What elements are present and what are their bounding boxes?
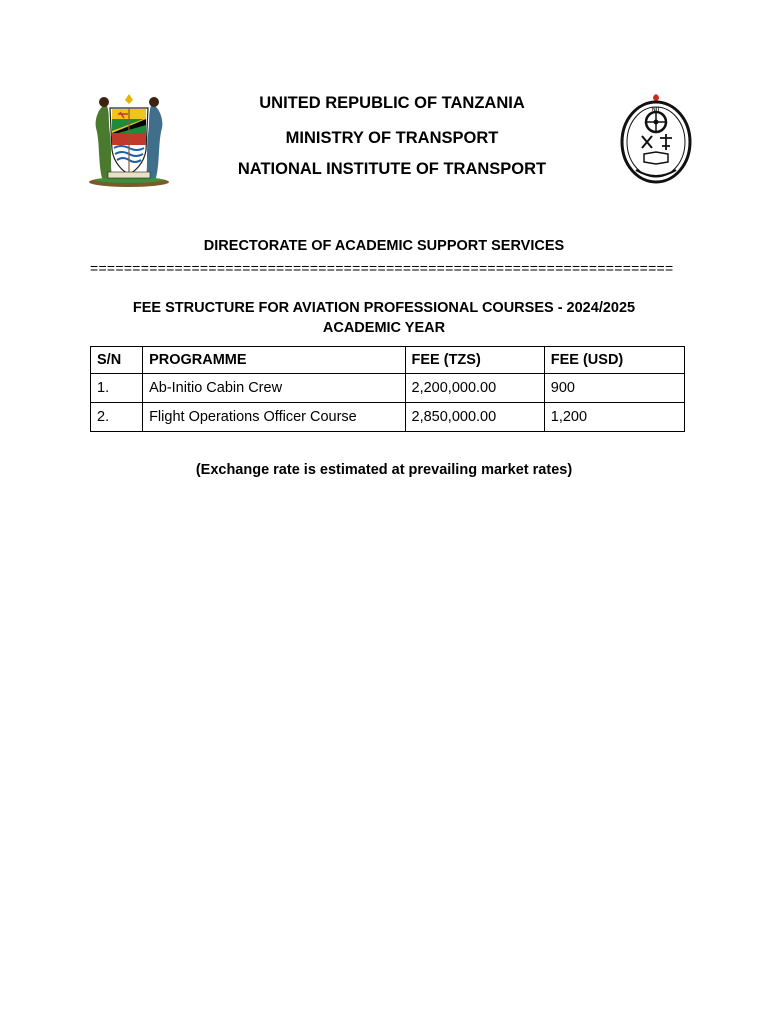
- exchange-rate-note: (Exchange rate is estimated at prevailing market rates): [195, 462, 573, 478]
- fee-table: [90, 346, 685, 432]
- column-header-programme: PROGRAMME: [143, 347, 405, 374]
- cell-fee-tzs: 2,850,000.00: [405, 403, 544, 432]
- fee-title-line-2: ACADEMIC YEAR: [322, 320, 446, 336]
- nit-logo-icon: [616, 92, 696, 188]
- column-header-sn: S/N: [91, 347, 143, 374]
- institute-heading: NATIONAL INSTITUTE OF TRANSPORT: [237, 160, 547, 178]
- cell-sn: 1.: [91, 374, 143, 403]
- cell-fee-tzs: 2,200,000.00: [405, 374, 544, 403]
- table-header-row: [91, 347, 685, 374]
- table-row: [91, 403, 685, 432]
- cell-programme: Flight Operations Officer Course: [143, 403, 405, 432]
- svg-text:NIT: NIT: [651, 107, 661, 113]
- directorate-title: DIRECTORATE OF ACADEMIC SUPPORT SERVICES: [203, 238, 565, 254]
- cell-fee-usd: 900: [544, 374, 684, 403]
- fee-structure-title: [0, 298, 768, 338]
- column-header-fee-usd: FEE (USD): [544, 347, 684, 374]
- column-header-fee-tzs: FEE (TZS): [405, 347, 544, 374]
- fee-title-line-1: FEE STRUCTURE FOR AVIATION PROFESSIONAL COURSES - 2024/2025: [132, 300, 636, 316]
- country-heading: UNITED REPUBLIC OF TANZANIA: [259, 94, 525, 112]
- cell-programme: Ab-Initio Cabin Crew: [143, 374, 405, 403]
- separator-rule: =====================================================================: [90, 260, 674, 276]
- cell-fee-usd: 1,200: [544, 403, 684, 432]
- cell-sn: 2.: [91, 403, 143, 432]
- ministry-heading: MINISTRY OF TRANSPORT: [285, 129, 499, 147]
- table-row: [91, 374, 685, 403]
